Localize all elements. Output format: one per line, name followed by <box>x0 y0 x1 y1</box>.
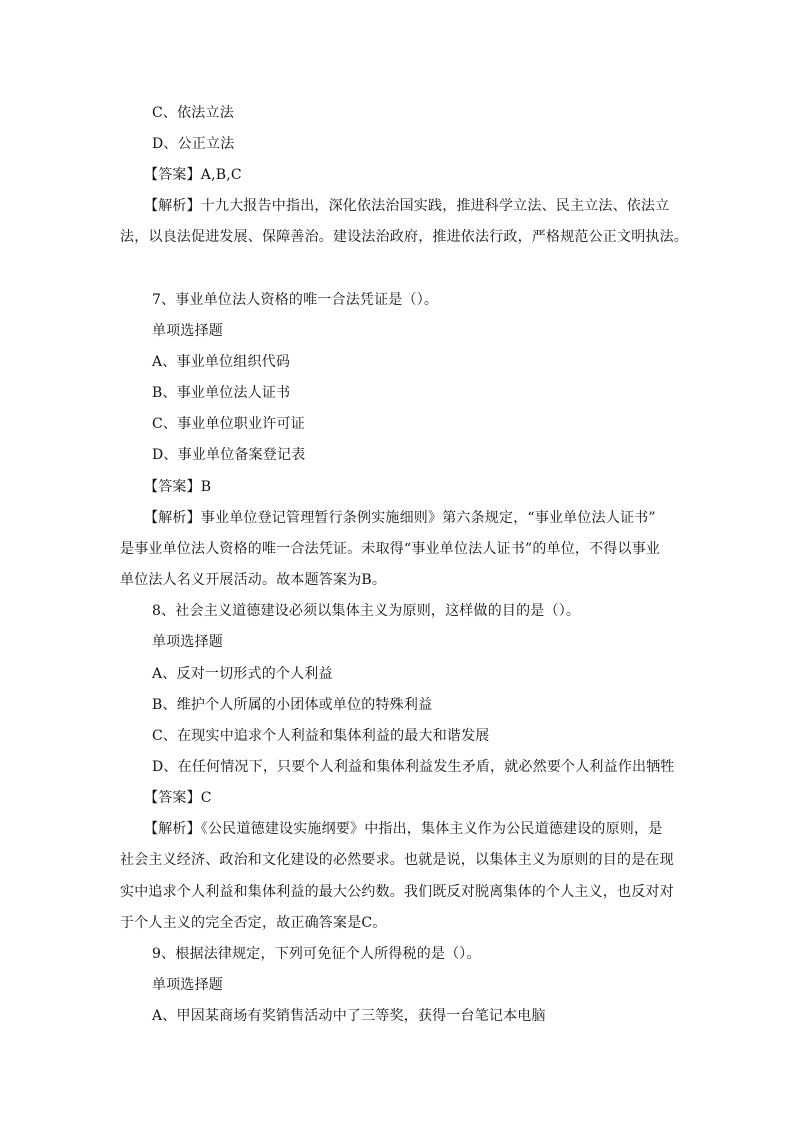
q6-answer: 【答案】A,B,C <box>144 167 242 183</box>
q8-type: 单项选择题 <box>152 634 223 650</box>
q6-option-c: C、依法立法 <box>152 105 234 121</box>
q7-option-d: D、事业单位备案登记表 <box>152 447 306 463</box>
q8-analysis-line-4: 于个人主义的完全否定，故正确答案是C。 <box>120 915 387 931</box>
q8-option-b: B、维护个人所属的小团体或单位的特殊利益 <box>152 697 433 713</box>
q8-analysis-line-2: 社会主义经济、政治和文化建设的必然要求。也就是说，以集体主义为原则的目的是在现 <box>120 852 674 868</box>
q7-analysis-line-2: 是事业单位法人资格的唯一合法凭证。未取得“事业单位法人证书”的单位，不得以事业 <box>120 541 661 557</box>
q6-analysis-line-1: 【解析】十九大报告中指出，深化依法治国实践，推进科学立法、民主立法、依法立 <box>144 198 670 214</box>
q7-question: 7、事业单位法人资格的唯一合法凭证是（）。 <box>152 292 439 308</box>
q8-option-a: A、反对一切形式的个人利益 <box>152 666 333 682</box>
q8-option-d: D、在任何情况下，只要个人利益和集体利益发生矛盾，就必然要个人利益作出牺牲 <box>152 759 675 775</box>
q8-answer: 【答案】C <box>144 790 212 806</box>
q7-option-c: C、事业单位职业许可证 <box>152 416 305 432</box>
q9-type: 单项选择题 <box>152 977 223 993</box>
q8-option-c: C、在现实中追求个人利益和集体利益的最大和谐发展 <box>152 728 490 744</box>
q6-analysis-line-2: 法，以良法促进发展、保障善治。建设法治政府，推进依法行政，严格规范公正文明执法。 <box>120 229 688 245</box>
q7-option-a: A、事业单位组织代码 <box>152 354 291 370</box>
q7-option-b: B、事业单位法人证书 <box>152 385 291 401</box>
q6-option-d: D、公正立法 <box>152 136 235 152</box>
q7-answer: 【答案】B <box>144 479 212 495</box>
q8-question: 8、社会主义道德建设必须以集体主义为原则，这样做的目的是（）。 <box>152 603 581 619</box>
q9-option-a: A、甲因某商场有奖销售活动中了三等奖，获得一台笔记本电脑 <box>152 1008 546 1024</box>
q8-analysis-line-1: 【解析】《公民道德建设实施纲要》中指出，集体主义作为公民道德建设的原则，是 <box>144 821 663 837</box>
q7-analysis-line-3: 单位法人名义开展活动。故本题答案为B。 <box>120 572 387 588</box>
q8-analysis-line-3: 实中追求个人利益和集体利益的最大公约数。我们既反对脱离集体的个人主义，也反对对 <box>120 884 674 900</box>
q7-analysis-line-1: 【解析】事业单位登记管理暂行条例实施细则》第六条规定，“事业单位法人证书” <box>144 510 656 526</box>
q7-type: 单项选择题 <box>152 323 223 339</box>
q9-question: 9、根据法律规定，下列可免征个人所得税的是（）。 <box>152 946 481 962</box>
